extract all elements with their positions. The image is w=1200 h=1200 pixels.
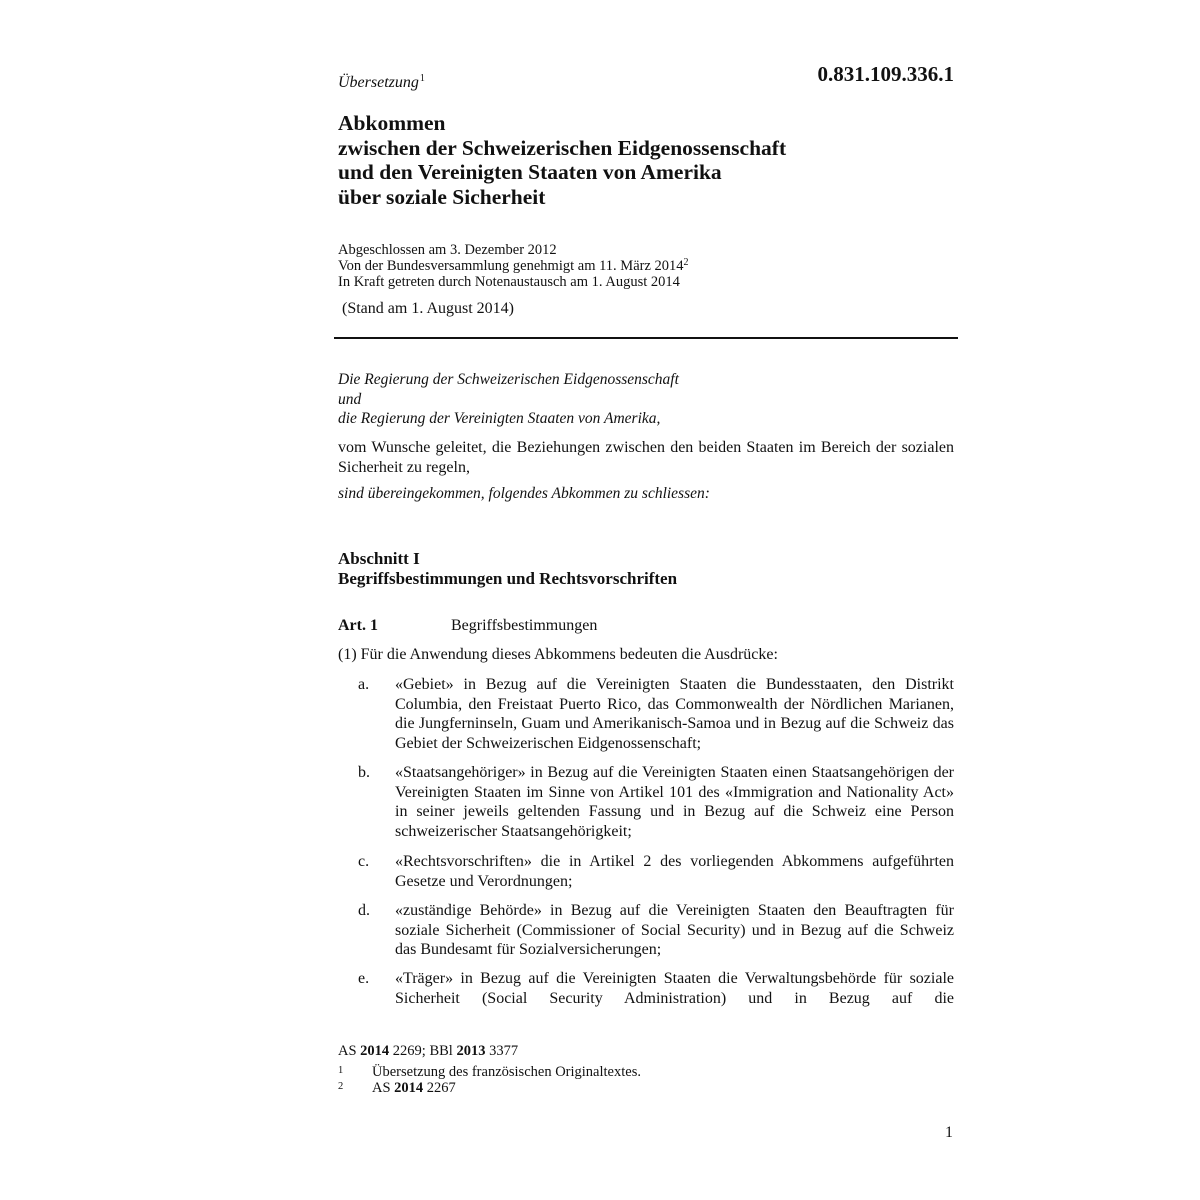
title-line: Abkommen	[338, 111, 446, 135]
list-item	[338, 901, 954, 960]
in-force-date: In Kraft getreten durch Notenaustausch am 1. August 2014	[338, 273, 680, 290]
footnote-ref-2[interactable]: 2	[683, 256, 689, 268]
list-item-label: b.	[358, 764, 370, 781]
section-heading	[338, 549, 677, 588]
footnote-ref-1[interactable]: 1	[419, 73, 425, 84]
document-meta	[338, 243, 689, 290]
list-item-text: «zuständige Behörde» in Bezug auf die Vereinigten Staaten den Beauftragten für soziale Sicherheit (Commissioner of Social Security) und in Bezug auf die Schweiz das Bundesamt für Sozialversicherungen;	[395, 902, 954, 958]
source-reference: AS 2014 2269; BBl 2013 3377	[338, 1043, 519, 1059]
list-item-label: e.	[358, 970, 370, 987]
approval-date: Von der Bundesversammlung genehmigt am 11. März 2014$^2$	[338, 256, 689, 274]
concluded-date: Abgeschlossen am 3. Dezember 2012	[338, 242, 557, 258]
list-item-label: c.	[358, 853, 370, 870]
list-item-label: a.	[358, 676, 370, 693]
preamble-text: vom Wunsche geleitet, die Beziehungen zwischen den beiden Staaten im Bereich der sozialen Sicherheit zu regeln,	[338, 439, 954, 476]
article-paragraph: (1) Für die Anwendung dieses Abkommens bedeuten die Ausdrücke:	[338, 646, 778, 663]
preamble-line: die Regierung der Vereinigten Staaten von Amerika,	[338, 410, 661, 427]
status-date: (Stand am 1. August 2014)	[342, 300, 514, 317]
section-title: Begriffsbestimmungen und Rechtsvorschriften	[338, 568, 678, 588]
preamble-line: und	[338, 390, 362, 408]
list-item	[338, 763, 954, 841]
list-item	[338, 675, 954, 753]
footnote-number: 2	[338, 1081, 344, 1092]
list-item-text: «Gebiet» in Bezug auf die Vereinigten Staaten die Bundesstaaten, den Distrikt Columbia, den Freistaat Puerto Rico, das Commonwealth der Nördlichen Marianen, die Jungferninseln, Guam und Amerikanisch-Samoa und in Bezug auf die Schweiz das Gebiet der Schweizerischen Eidgenossenschaft;	[395, 676, 954, 752]
footnote-1	[338, 1065, 641, 1080]
page-number: 1	[945, 1124, 953, 1141]
preamble-parties	[338, 370, 679, 429]
sr-number: 0.831.109.336.1	[817, 62, 954, 86]
footnote-2	[338, 1081, 456, 1096]
footnote-text: Übersetzung des französischen Originaltextes.	[372, 1064, 641, 1080]
list-item	[338, 969, 954, 1008]
list-item-text: «Rechtsvorschriften» die in Artikel 2 des vorliegenden Abkommens aufgeführten Gesetze und Verordnungen;	[395, 853, 954, 890]
list-item-label: d.	[358, 902, 370, 919]
preamble-closing: sind übereingekommen, folgendes Abkommen zu schliessen:	[338, 485, 710, 502]
footnote-text: AS 2014 2267	[372, 1080, 456, 1096]
list-item	[338, 852, 954, 891]
title-line: und den Vereinigten Staaten von Amerika	[338, 160, 722, 184]
title-line: über soziale Sicherheit	[338, 184, 546, 209]
footnote-number: 1	[338, 1065, 344, 1076]
preamble-line: Die Regierung der Schweizerischen Eidgenossenschaft	[338, 371, 679, 388]
article-number: Art. 1	[338, 617, 378, 634]
horizontal-rule	[334, 337, 958, 339]
section-number: Abschnitt I	[338, 549, 420, 568]
translation-label: Übersetzung$^1$	[338, 73, 425, 91]
list-item-text: «Träger» in Bezug auf die Vereinigten Staaten die Verwaltungsbehörde für soziale Sicherheit (Social Security Administration) und in Bezug auf die	[395, 970, 954, 1007]
article-title: Begriffsbestimmungen	[451, 617, 598, 634]
document-title	[338, 111, 786, 209]
list-item-text: «Staatsangehöriger» in Bezug auf die Vereinigten Staaten einen Staatsangehörigen der Vereinigten Staaten im Sinne von Artikel 101 des «Immigration and Nationality Act» in seiner jeweils geltenden Fassung und in Bezug auf die Schweiz eine Person schweizerischer Staatsangehörigkeit;	[395, 764, 954, 840]
title-line: zwischen der Schweizerischen Eidgenossenschaft	[338, 135, 787, 160]
